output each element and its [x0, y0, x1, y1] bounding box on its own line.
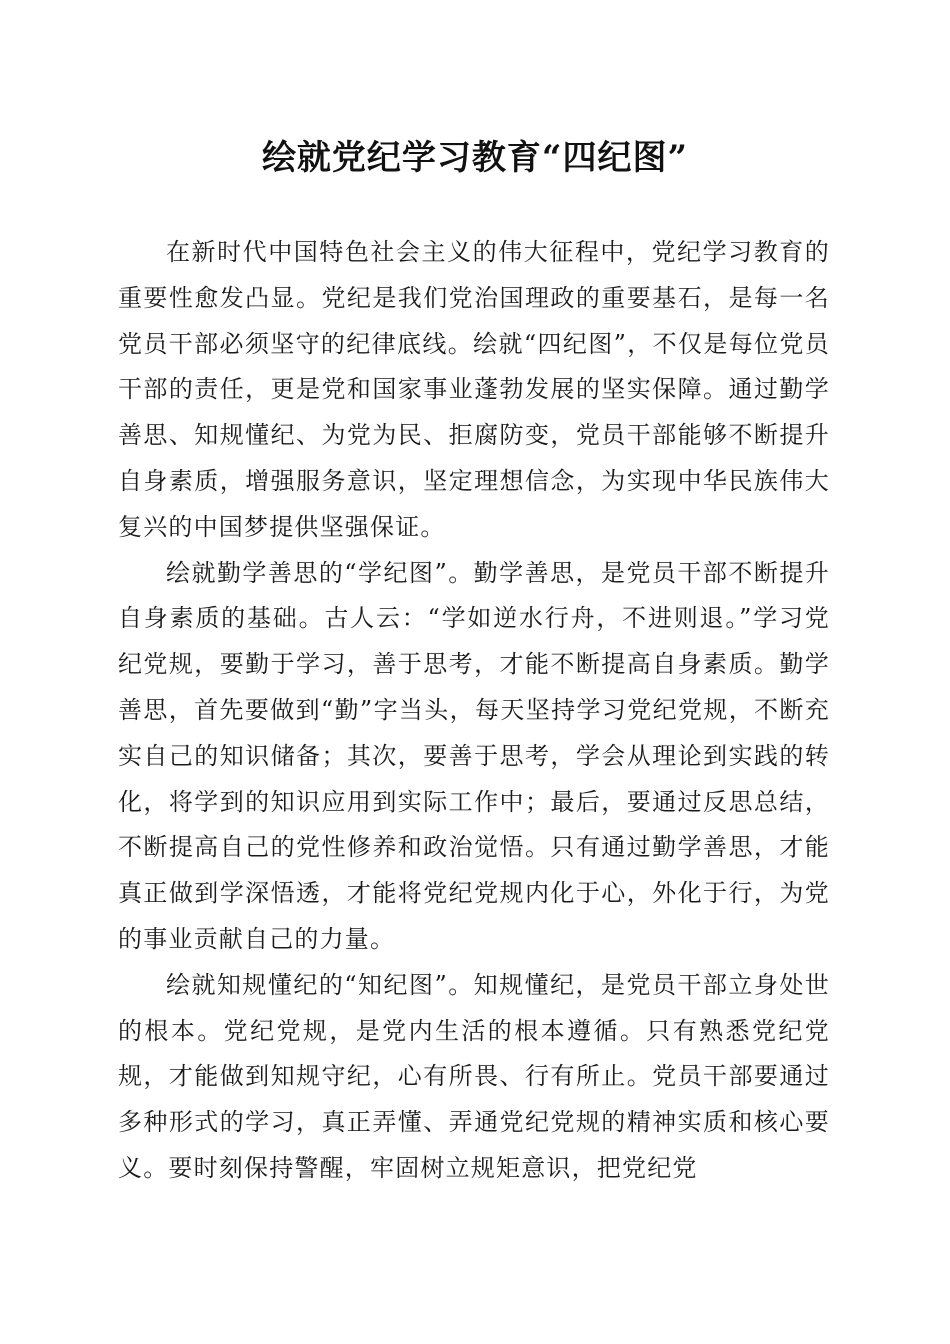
- document-body: [118, 230, 830, 1192]
- paragraph-intro: 在新时代中国特色社会主义的伟大征程中，党纪学习教育的重要性愈发凸显。党纪是我们党治国理政的重要基石，是每一名党员干部必须坚守的纪律底线。绘就“四纪图”，不仅是每位党员干部的责任，更是党和国家事业蓬勃发展的坚实保障。通过勤学善思、知规懂纪、为党为民、拒腐防变，党员干部能够不断提升自身素质，增强服务意识，坚定理想信念，为实现中华民族伟大复兴的中国梦提供坚强保证。: [118, 238, 830, 541]
- paragraph-know-discipline: 绘就知规懂纪的“知纪图”。知规懂纪，是党员干部立身处世的根本。党纪党规，是党内生活的根本遵循。只有熟悉党纪党规，才能做到知规守纪，心有所畏、行有所止。党员干部要通过多种形式的学习，真正弄懂、弄通党纪党规的精神实质和核心要义。要时刻保持警醒，牢固树立规矩意识，把党纪党: [118, 970, 830, 1182]
- paragraph-study-discipline: 绘就勤学善思的“学纪图”。勤学善思，是党员干部不断提升自身素质的基础。古人云：“学如逆水行舟，不进则退。”学习党纪党规，要勤于学习，善于思考，才能不断提高自身素质。勤学善思，首先要做到“勤”字当头，每天坚持学习党纪党规，不断充实自己的知识储备；其次，要善于思考，学会从理论到实践的转化，将学到的知识应用到实际工作中；最后，要通过反思总结，不断提高自己的党性修养和政治觉悟。只有通过勤学善思，才能真正做到学深悟透，才能将党纪党规内化于心，外化于行，为党的事业贡献自己的力量。: [118, 558, 830, 953]
- document-title: 绘就党纪学习教育“四纪图”: [261, 138, 689, 178]
